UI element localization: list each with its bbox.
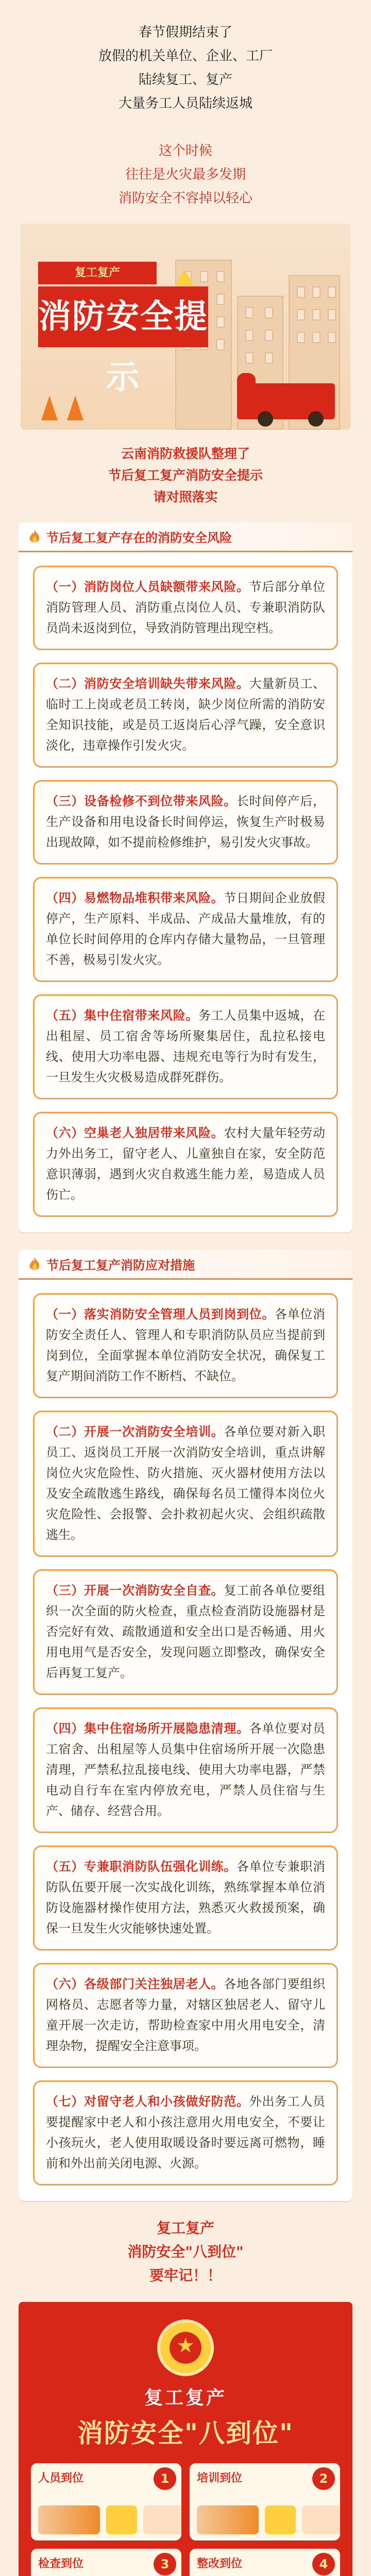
poster-header (31, 2315, 340, 2450)
intro-red-line: 往往是火灾最多发期 (125, 167, 246, 182)
intro-red-line: 消防安全不容掉以轻心 (118, 191, 252, 206)
hero-tag: 复工复产 (38, 262, 157, 284)
card-body: 务工人员集中返城，在出租屋、员工宿舍等场所聚集居住，乱拉私接电线、使用大功率电器、违规充电等行为时有发生，一旦发生火灾极易造成群死群伤。 (46, 1008, 325, 1084)
card-heading: （一）消防岗位人员缺额带来风险。 (46, 580, 249, 594)
hero-banner (21, 224, 350, 430)
card-body: 外出务工人员要提醒家中老人和小孩注意用火用电安全，不要让小孩玩火，老人使用取暖设备时要远离可燃物，睡前和外出前关闭电源、火源。 (46, 2094, 326, 2171)
hero-title: 消防安全提示 (38, 286, 208, 347)
fire-truck-icon (247, 383, 335, 419)
risk-card (33, 780, 338, 865)
card-body: 各单位要对员工宿舍、出租屋等人员集中住宿场所开展一次隐患清理，严禁私拉乱接电线、使用大功率电器，严禁电动自行车在室内停放充电，严禁人员住宿与生产、储存、经营合用。 (46, 1721, 326, 1818)
card-body: 大量新员工、临时工上岗或老员工转岗，缺少岗位所需的消防安全知识技能，或是员工返岗后心浮气躁，安全意识淡化，违章操作引发火灾。 (46, 676, 326, 753)
risk-card (33, 994, 338, 1099)
intro-red-line: 这个时候 (158, 143, 212, 159)
poster-cell (31, 2463, 181, 2540)
subhead-line: 云南消防救援队整理了 (121, 446, 250, 461)
flame-icon (28, 1257, 41, 1272)
closing-block (0, 2216, 371, 2287)
card-heading: （六）空巢老人独居带来风险。 (46, 1126, 224, 1140)
poster-title-main: 消防安全"八到位" (77, 2418, 294, 2448)
illustration-icon (197, 2505, 259, 2534)
intro-line: 放假的机关单位、企业、工厂 (98, 48, 273, 64)
poster-cell-number: 3 (154, 2553, 176, 2575)
measure-card (33, 1293, 338, 1398)
card-heading: （七）对留守老人和小孩做好防范。 (46, 2094, 249, 2109)
intro-red-lines (0, 139, 371, 210)
poster-cell (31, 2549, 181, 2576)
subhead-line: 请对照落实 (153, 489, 218, 504)
card-heading: （五）集中住宿带来风险。 (46, 1008, 198, 1023)
poster-cell (190, 2463, 340, 2540)
poster-title-top: 复工复产 (144, 2387, 227, 2409)
warning-icon (175, 269, 194, 285)
poster-grid (31, 2463, 340, 2576)
fire-rescue-emblem-icon: ★ (157, 2319, 214, 2376)
card-heading: （六）各级部门关注独居老人。 (46, 1977, 224, 1991)
card-heading: （四）易燃物品堆积带来风险。 (46, 891, 224, 905)
subhead-line: 节后复工复产消防安全提示 (108, 468, 263, 483)
card-heading: （四）集中住宿场所开展隐患清理。 (46, 1721, 249, 1736)
measure-card (33, 1707, 338, 1833)
intro-line: 春节假期结束了 (138, 25, 232, 40)
traffic-cone-icon (41, 396, 58, 420)
section-title: 节后复工复产消防应对措施 (46, 1258, 195, 1273)
eight-points-poster (19, 2302, 352, 2576)
card-heading: （三）设备检修不到位带来风险。 (46, 794, 237, 808)
risk-card (33, 663, 338, 768)
section-title: 节后复工复产存在的消防安全风险 (46, 531, 232, 545)
measure-card (33, 1411, 338, 1557)
measure-card (33, 1963, 338, 2068)
measure-card (33, 2080, 338, 2185)
poster-cell-number: 4 (312, 2553, 335, 2575)
poster-cell-number: 1 (154, 2467, 176, 2490)
closing-line: 消防安全"八到位" (127, 2243, 244, 2260)
intro-line: 大量务工人员陆续返城 (118, 96, 252, 111)
card-heading: （三）开展一次消防安全自查。 (46, 1583, 224, 1598)
risk-card (33, 877, 338, 982)
intro-line: 陆续复工、复产 (138, 72, 232, 88)
risk-section (19, 522, 352, 1232)
poster-cell-text: 检查到位 (38, 2557, 84, 2570)
card-body: 各单位要对新入职员工、返岗员工开展一次消防安全培训，重点讲解岗位火灾危险性、防火措施、灭火器材使用方法以及安全疏散逃生路线，确保每名员工懂得本岗位火灾危险性、会报警、会扑救初起火灾、会组织疏散逃生。 (46, 1425, 326, 1542)
card-body: 节日期间企业放假停产，生产原料、半成品、产成品大量堆放，有的单位长时间停用的仓库内存储大量物品，一旦管理不善，极易引发火灾。 (46, 891, 326, 967)
card-body: 各单位专兼职消防队伍要开展一次实战化训练，熟练掌握本单位消防设施器材操作使用方法，熟悉灭火救援预案，确保一旦发生火灾能够快速处置。 (46, 1859, 325, 1936)
intro-block (0, 0, 371, 210)
measure-card (33, 1845, 338, 1951)
poster-cell-text: 人员到位 (38, 2472, 84, 2485)
card-heading: （二）开展一次消防安全培训。 (46, 1425, 224, 1439)
card-body: 各单位消防安全责任人、管理人和专职消防队员应当提前到岗到位，全面掌握本单位消防安全状况，确保复工复产期间消防工作不断档、不缺位。 (46, 1307, 325, 1383)
section-header (19, 1250, 352, 1280)
risk-card (33, 566, 338, 650)
card-body: 各地各部门要组织网格员、志愿者等力量，对辖区独居老人、留守儿童开展一次走访，帮助检查家中用火用电安全，清理杂物，提醒安全注意事项。 (46, 1977, 326, 2053)
card-body: 节后部分单位消防管理人员、消防重点岗位人员、专兼职消防队员尚未返岗到位，导致消防管理出现空档。 (46, 580, 326, 635)
measures-section (19, 1250, 352, 2201)
poster-cell-number: 2 (312, 2467, 335, 2490)
subhead-block (0, 443, 371, 508)
card-body: 长时间停产后，生产设备和用电设备长时间停运，恢复生产时极易出现故障，如不提前检修维护，易引发火灾事故。 (46, 794, 325, 850)
card-body: 复工前各单位要组织一次全面的防火检查，重点检查消防设施器材是否完好有效、疏散通道和安全出口是否畅通、用火用电用气是否安全，发现问题立即整改，确保安全后再复工复产。 (46, 1583, 326, 1680)
card-heading: （二）消防安全培训缺失带来风险。 (46, 676, 249, 691)
poster-cell-text: 培训到位 (197, 2472, 243, 2485)
poster-cell (190, 2549, 340, 2576)
flame-icon (28, 529, 41, 545)
closing-line: 要牢记！！ (149, 2267, 222, 2284)
intro-black-lines (0, 21, 371, 115)
card-body: 农村大量年轻劳动力外出务工，留守老人、儿童独自在家，安全防范意识薄弱，遇到火灾自救逃生能力差，易造成人员伤亡。 (46, 1126, 326, 1202)
card-heading: （五）专兼职消防队伍强化训练。 (46, 1859, 237, 1874)
card-heading: （一）落实消防安全管理人员到岗到位。 (46, 1307, 275, 1321)
illustration-icon (38, 2505, 100, 2534)
closing-line: 复工复产 (156, 2219, 214, 2236)
poster-cell-text: 整改到位 (197, 2557, 243, 2570)
measure-card (33, 1569, 338, 1695)
traffic-cone-icon (67, 396, 83, 420)
section-header (19, 522, 352, 552)
risk-card (33, 1112, 338, 1217)
